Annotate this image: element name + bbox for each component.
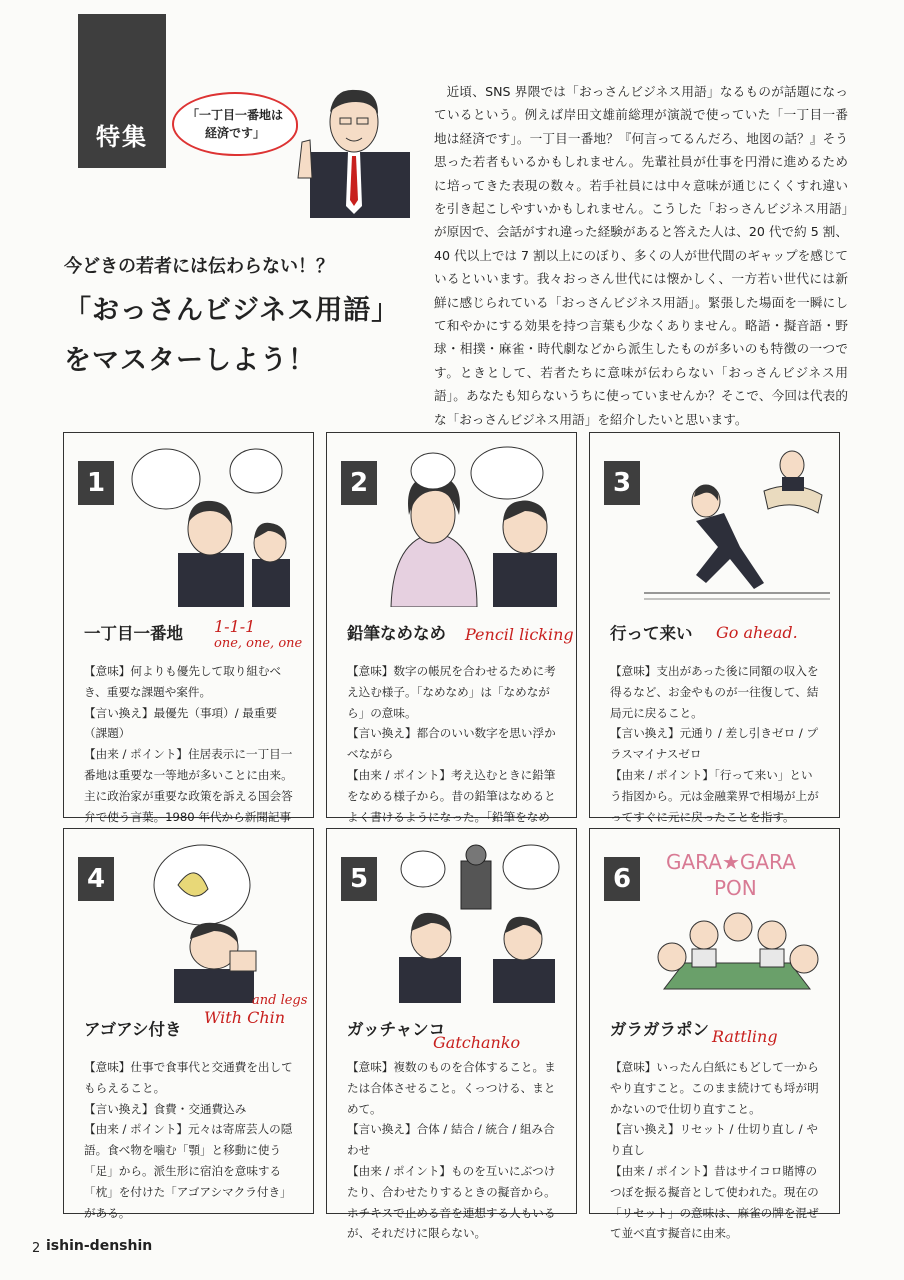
term-title: アゴアシ付き	[84, 1020, 182, 1039]
magazine-name: ishin-denshin	[46, 1238, 153, 1254]
meaning-text: 【意味】仕事で食事代と交通費を出してもらえること。	[84, 1060, 293, 1095]
term-description	[610, 1057, 822, 1244]
card-number: 4	[78, 857, 114, 901]
term-description	[84, 1057, 296, 1223]
handwritten-note	[433, 1033, 520, 1052]
handwritten-note	[204, 993, 308, 1027]
feature-label: 特集	[78, 14, 166, 168]
term-description	[84, 661, 296, 848]
meaning-text: 【意味】いったん白紙にもどして一からやり直すこと。このまま続けても埒が明かないので仕切り直すこと。	[610, 1060, 819, 1116]
term-card-2	[326, 432, 577, 824]
subtitle: 今どきの若者には伝わらない！？	[64, 256, 334, 277]
card-number: 1	[78, 461, 114, 505]
card-number: 2	[341, 461, 377, 505]
page-title-line-1: 「おっさんビジネス用語」	[64, 295, 400, 326]
note-main: Pencil licking	[465, 625, 574, 644]
card-number: 5	[341, 857, 377, 901]
term-title: ガラガラポン	[610, 1020, 709, 1039]
two-salarymen-illustration	[118, 443, 304, 607]
page-number: 2	[32, 1241, 41, 1256]
politician-illustration	[280, 82, 422, 218]
quote-line-1: 「一丁目一番地は	[186, 108, 283, 122]
note-sub: and legs	[252, 993, 308, 1008]
handwritten-note	[465, 625, 574, 644]
term-card-5	[326, 828, 577, 1241]
synonym-text: 【言い換え】元通り / 差し引きゼロ / プラスマイナスゼロ	[610, 726, 819, 762]
synonym-text: 【言い換え】食費・交通費込み	[84, 1101, 247, 1116]
quote-line-2: 経済です」	[204, 126, 265, 140]
meaning-text: 【意味】数字の帳尻を合わせるために考え込む様子。「なめなめ」は「なめながら」の意味。	[347, 664, 556, 720]
intro-text	[434, 80, 848, 431]
garagara-text: GARA★GARA	[666, 850, 796, 874]
card-number: 3	[604, 461, 640, 505]
term-title: ガッチャンコ	[347, 1020, 446, 1039]
card-number: 6	[604, 857, 640, 901]
synonym-text: 【言い換え】都合のいい数字を思い浮かべながら	[347, 726, 556, 762]
meaning-text: 【意味】支出があった後に同額の収入を得るなど、お金やものが一往復して、結局元に戻ること。	[610, 664, 819, 720]
handwritten-note	[214, 617, 302, 651]
page-title-line-2: をマスターしよう！	[64, 345, 316, 376]
meaning-text: 【意味】何よりも優先して取り組むべき、重要な課題や案件。	[84, 664, 282, 699]
intro-paragraph: 近頃、SNS 界隈では「おっさんビジネス用語」なるものが話題になっているという。例えば岸田文雄前総理が演説で使っていた「一丁目一番地は経済です」。一丁目一番地？『何言ってるんだろ、地図の話？』そう思った若者もいるかもしれません。先輩社員が仕事を円滑に進めるために培ってきた表現の数々。若手社員には中々意味が通じにくくすれ違いを引き起こしやすいかもしれません。こうした「おっさんビジネス用語」が原因で、会話がすれ違った経験があると答えた人は、20 代で約 5 割、40 代以上では 7 割以上にのぼり、多くの人が世代間のギャップを感じているといいます。我々おっさん世代には懐かしく、一方若い世代には新鮮に感じられている「おっさんビジネス用語」。緊張した場面を一瞬にして和やかにする効果を持つ言葉も少なくありません。略語・擬音語・野球・相撲・麻雀・時代劇などから派生したものが多いのも特徴の一つです。ときとして、若者たちに意味が伝わらない「おっさんビジネス用語」。あなたも知らないうちに使っていませんか？そこで、今回は代表的な「おっさんビジネス用語」を紹介したいと思います。	[434, 84, 848, 427]
synonym-text: 【言い換え】最優先（事項）/ 最重要（課題）	[84, 705, 278, 741]
running-man-illustration	[644, 443, 830, 607]
term-card-4	[63, 828, 314, 1220]
term-description	[610, 661, 822, 827]
origin-text: 【由来 / ポイント】ものを互いにぶつけたり、合わせたりするときの擬音から。ホチキスで止める音を連想する人もいるが、それだけに限らない。	[347, 1163, 556, 1241]
note-main: Gatchanko	[433, 1033, 521, 1052]
term-card-1	[63, 432, 314, 824]
origin-text: 【由来 / ポイント】考え込むときに鉛筆をなめる様子から。昔の鉛筆はなめるとよく書けるようになった。「鉛筆をなめ	[347, 767, 556, 824]
synonym-text: 【言い換え】リセット / 仕切り直し / やり直し	[610, 1122, 818, 1158]
origin-text: 【由来 / ポイント】住居表示に一丁目一番地は重要な一等地が多いことに由来。主に政治家が重要な政策を訴える国会答弁で使う言葉。1980 年代から新聞記事	[84, 747, 293, 824]
origin-text: 【由来 / ポイント】昔はサイコロ賭博のつぼを振る擬音として使われた。現在の「リセット」の意味は、麻雀の牌を混ぜて並べ直す擬音に由来。	[610, 1163, 819, 1241]
pon-text: PON	[714, 876, 757, 900]
mahjong-table-illustration	[644, 839, 830, 1003]
handwritten-note	[716, 623, 798, 642]
term-title: 一丁目一番地	[84, 624, 183, 643]
note-main: With Chin	[204, 1008, 286, 1027]
term-title: 行って来い	[610, 624, 693, 643]
note-main: Go ahead.	[716, 623, 798, 642]
note-sub: one, one, one	[214, 636, 303, 651]
meaning-text: 【意味】複数のものを合体すること。または合体させること。くっつける、まとめて。	[347, 1060, 556, 1116]
woman-and-man-illustration	[381, 443, 567, 607]
term-description	[347, 1057, 559, 1244]
synonym-text: 【言い換え】合体 / 結合 / 統合 / 組み合わせ	[347, 1122, 555, 1158]
handwritten-note	[712, 1027, 778, 1046]
robot-and-men-illustration	[381, 839, 567, 1003]
thinking-man-illustration	[118, 839, 304, 1003]
note-main: 1-1-1	[214, 617, 256, 636]
note-main: Rattling	[712, 1027, 778, 1046]
origin-text: 【由来 / ポイント】「行って来い」という指図から。元は金融業界で相場が上がってすぐに元に戻ったことを指す。	[610, 767, 819, 824]
term-title: 鉛筆なめなめ	[347, 624, 446, 643]
origin-text: 【由来 / ポイント】元々は寄席芸人の隠語。食べ物を噛む「顎」と移動に使う「足」から。派生形に宿泊を意味する「枕」を付けた「アゴアシマクラ付き」がある。	[84, 1122, 293, 1220]
term-card-3	[589, 432, 840, 824]
term-card-6	[589, 828, 840, 1241]
